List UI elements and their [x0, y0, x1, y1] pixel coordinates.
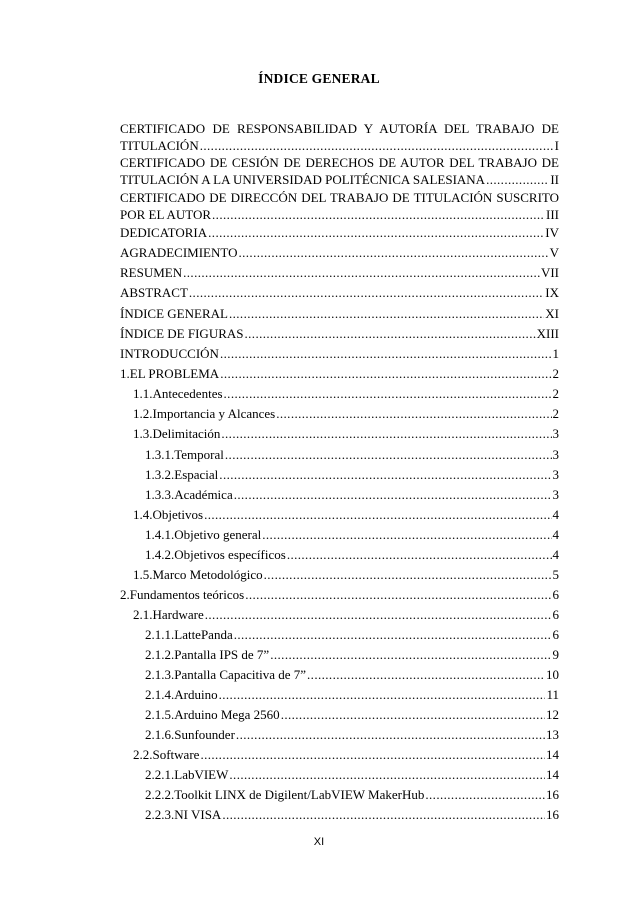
page-number-footer: XI	[313, 836, 325, 848]
toc-entry-label: INTRODUCCIÓN	[120, 346, 219, 361]
toc-entry-label: ÍNDICE GENERAL	[120, 306, 228, 321]
toc-entry-label: RESUMEN	[120, 265, 183, 280]
toc-entry-number: 1.3.	[133, 426, 153, 441]
dot-leader	[307, 666, 545, 683]
toc-entry-page-number: II	[550, 172, 559, 187]
dot-leader	[183, 264, 540, 281]
dot-leader	[200, 137, 554, 154]
toc-entry[interactable]	[120, 425, 559, 442]
dot-leader	[486, 171, 549, 188]
toc-entry[interactable]	[120, 284, 559, 301]
toc-entry[interactable]	[120, 646, 559, 663]
dot-leader	[262, 526, 551, 543]
toc-entry-page-number: 14	[546, 767, 559, 782]
toc-entry-label: Fundamentos teóricos	[129, 587, 245, 602]
toc-entry-label: EL PROBLEMA	[129, 366, 220, 381]
toc-entry-page-number: 2	[552, 366, 559, 381]
toc-entry[interactable]	[120, 325, 559, 342]
toc-entry-page-number: 6	[552, 587, 559, 602]
toc-entry-number: 2.1.2.	[145, 647, 175, 662]
toc-entry-label: NI VISA	[174, 807, 222, 822]
toc-entry-number: 2.2.3.	[145, 807, 175, 822]
toc-entry-page-number: 6	[552, 627, 559, 642]
toc-entry[interactable]	[120, 626, 559, 643]
toc-entry-label: Académica	[174, 487, 233, 502]
toc-entry-label: ABSTRACT	[120, 285, 188, 300]
dot-leader	[287, 546, 552, 563]
toc-entry-page-number: XI	[545, 306, 559, 321]
toc-entry-label: LattePanda	[174, 627, 233, 642]
toc-entry-number: 2.2.	[133, 747, 153, 762]
toc-entry[interactable]	[120, 264, 559, 281]
toc-entry-page-number: 4	[552, 547, 559, 562]
dot-leader	[225, 446, 552, 463]
toc-entry-label: AGRADECIMIENTO	[120, 245, 238, 260]
toc-entry-page-number: 3	[552, 426, 559, 441]
toc-entry-number: 1.3.2.	[145, 467, 175, 482]
toc-entry-label: Pantalla Capacitiva de 7”	[174, 667, 307, 682]
toc-entry-label: Toolkit LINX de Digilent/LabVIEW MakerHub	[174, 787, 425, 802]
toc-entry-number: 2.2.2.	[145, 787, 175, 802]
toc-entry-number: 1.	[120, 366, 130, 381]
toc-entry-page-number: I	[554, 138, 559, 153]
toc-entry-number: 1.3.3.	[145, 487, 175, 502]
toc-entry-number: 2.1.	[133, 607, 153, 622]
toc-entry[interactable]	[120, 305, 559, 322]
dot-leader	[219, 686, 546, 703]
toc-entry[interactable]	[120, 345, 559, 362]
toc-entry-number: 2.1.4.	[145, 687, 175, 702]
toc-entry-number: 1.4.1.	[145, 527, 175, 542]
toc-entry-label: Antecedentes	[152, 386, 223, 401]
toc-entry-page-number: 4	[552, 527, 559, 542]
dot-leader	[238, 244, 548, 261]
toc-entry-label: Importancia y Alcances	[152, 406, 276, 421]
toc-entry-page-number: IV	[545, 225, 559, 240]
dot-leader	[276, 405, 551, 422]
toc-entry-page-number: 5	[552, 567, 559, 582]
toc-entry-page-number: 2	[552, 386, 559, 401]
toc-entry-page-number: VII	[540, 265, 559, 280]
toc-entry-number: 2.1.1.	[145, 627, 175, 642]
toc-entry-first-line: CERTIFICADO DE DIRECCÓN DEL TRABAJO DE TITULACIÓN SUSCRITO	[120, 190, 559, 205]
toc-entry-number: 1.4.2.	[145, 547, 175, 562]
toc-entry[interactable]	[120, 405, 559, 422]
dot-leader	[425, 786, 545, 803]
dot-leader	[189, 284, 544, 301]
dot-leader	[221, 425, 551, 442]
toc-entry[interactable]	[120, 686, 559, 703]
toc-entry-number: 2.1.6.	[145, 727, 175, 742]
toc-entry-label: Marco Metodológico	[152, 567, 263, 582]
toc-entry[interactable]	[120, 546, 559, 563]
toc-entry[interactable]	[120, 606, 559, 623]
toc-entry-page-number: 4	[552, 507, 559, 522]
page-title: ÍNDICE GENERAL	[258, 71, 380, 86]
toc-entry-page-number: IX	[545, 285, 559, 300]
toc-entry-number: 2.1.3.	[145, 667, 175, 682]
toc-entry-page-number: 6	[552, 607, 559, 622]
dot-leader	[220, 345, 552, 362]
toc-entry-label: Software	[152, 747, 200, 762]
toc-entry-page-number: 9	[552, 647, 559, 662]
toc-entry-label: Objetivo general	[174, 527, 262, 542]
toc-entry-page-number: 11	[546, 687, 559, 702]
toc-entry-number: 1.1.	[133, 386, 153, 401]
dot-leader	[205, 606, 552, 623]
toc-entry-first-line: CERTIFICADO DE RESPONSABILIDAD Y AUTORÍA DEL TRABAJO DE	[120, 121, 559, 136]
toc-entry-label: Arduino	[174, 687, 218, 702]
dot-leader	[236, 726, 545, 743]
dot-leader	[200, 746, 545, 763]
toc-entry[interactable]	[120, 189, 559, 223]
toc-entry-number: 1.4.	[133, 507, 153, 522]
toc-entry-number: 1.5.	[133, 567, 153, 582]
toc-entry-page-number: 3	[552, 467, 559, 482]
toc-entry-page-number: 13	[546, 727, 559, 742]
dot-leader	[245, 586, 551, 603]
dot-leader	[204, 506, 551, 523]
toc-entry[interactable]	[120, 486, 559, 503]
dot-leader	[270, 646, 551, 663]
dot-leader	[222, 806, 545, 823]
toc-entry-label: Hardware	[152, 607, 204, 622]
toc-entry-number: 1.2.	[133, 406, 153, 421]
dot-leader	[219, 466, 551, 483]
toc-entry-label: Delimitación	[152, 426, 221, 441]
toc-entry-number: 2.	[120, 587, 130, 602]
toc-entry[interactable]	[120, 766, 559, 783]
toc-entry[interactable]	[120, 154, 559, 188]
toc-entry[interactable]	[120, 666, 559, 683]
toc-entry-number: 2.1.5.	[145, 707, 175, 722]
toc-entry-label: Pantalla IPS de 7”	[174, 647, 270, 662]
toc-entry-page-number: III	[546, 207, 559, 222]
toc-entry[interactable]	[120, 526, 559, 543]
dot-leader	[212, 206, 545, 223]
toc-entry[interactable]	[120, 566, 559, 583]
toc-entry-page-number: XIII	[536, 326, 559, 341]
toc-entry-page-number: 16	[546, 807, 559, 822]
toc-entry-label: Temporal	[174, 447, 224, 462]
toc-entry[interactable]	[120, 786, 559, 803]
toc-entry[interactable]	[120, 746, 559, 763]
toc-entry-label: DEDICATORIA	[120, 225, 208, 240]
dot-leader	[224, 385, 552, 402]
toc-entry[interactable]	[120, 706, 559, 723]
toc-entry-page-number: 14	[546, 747, 559, 762]
toc-entry[interactable]	[120, 365, 559, 382]
toc-entry-number: 1.3.1.	[145, 447, 175, 462]
toc-entry-page-number: 16	[546, 787, 559, 802]
toc-entry-first-line: CERTIFICADO DE CESIÓN DE DERECHOS DE AUTOR DEL TRABAJO DE	[120, 155, 559, 170]
toc-entry-label: Objetivos	[152, 507, 204, 522]
dot-leader	[281, 706, 545, 723]
dot-leader	[234, 486, 552, 503]
toc-entry[interactable]	[120, 224, 559, 241]
toc-entry-label: Objetivos específicos	[174, 547, 286, 562]
toc-entry[interactable]	[120, 806, 559, 823]
toc-entry-page-number: 3	[552, 447, 559, 462]
toc-entry[interactable]	[120, 726, 559, 743]
toc-entry-page-number: 1	[552, 346, 559, 361]
toc-entry-page-number: V	[549, 245, 559, 260]
dot-leader	[245, 325, 536, 342]
toc-entry[interactable]	[120, 385, 559, 402]
dot-leader	[208, 224, 544, 241]
toc-entry[interactable]	[120, 586, 559, 603]
toc-entry-label: ÍNDICE DE FIGURAS	[120, 326, 244, 341]
toc-entry[interactable]	[120, 446, 559, 463]
toc-entry-label: TITULACIÓN	[120, 138, 199, 153]
toc-entry-label: POR EL AUTOR	[120, 207, 212, 222]
dot-leader	[229, 305, 544, 322]
toc-entry-label: TITULACIÓN A LA UNIVERSIDAD POLITÉCNICA SALESIANA	[120, 172, 486, 187]
toc-entry[interactable]	[120, 466, 559, 483]
toc-entry-page-number: 12	[546, 707, 559, 722]
dot-leader	[229, 766, 545, 783]
dot-leader	[264, 566, 552, 583]
toc-entry-label: Arduino Mega 2560	[174, 707, 280, 722]
toc-entry-page-number: 10	[546, 667, 559, 682]
dot-leader	[234, 626, 552, 643]
toc-entry[interactable]	[120, 506, 559, 523]
toc-entry[interactable]	[120, 120, 559, 154]
toc-entry-number: 2.2.1.	[145, 767, 175, 782]
toc-entry-page-number: 2	[552, 406, 559, 421]
toc-entry-page-number: 3	[552, 487, 559, 502]
toc-entry-label: Sunfounder	[174, 727, 235, 742]
toc-entry[interactable]	[120, 244, 559, 261]
toc-entry-label: LabVIEW	[174, 767, 229, 782]
toc-entry-label: Espacial	[174, 467, 219, 482]
dot-leader	[220, 365, 551, 382]
